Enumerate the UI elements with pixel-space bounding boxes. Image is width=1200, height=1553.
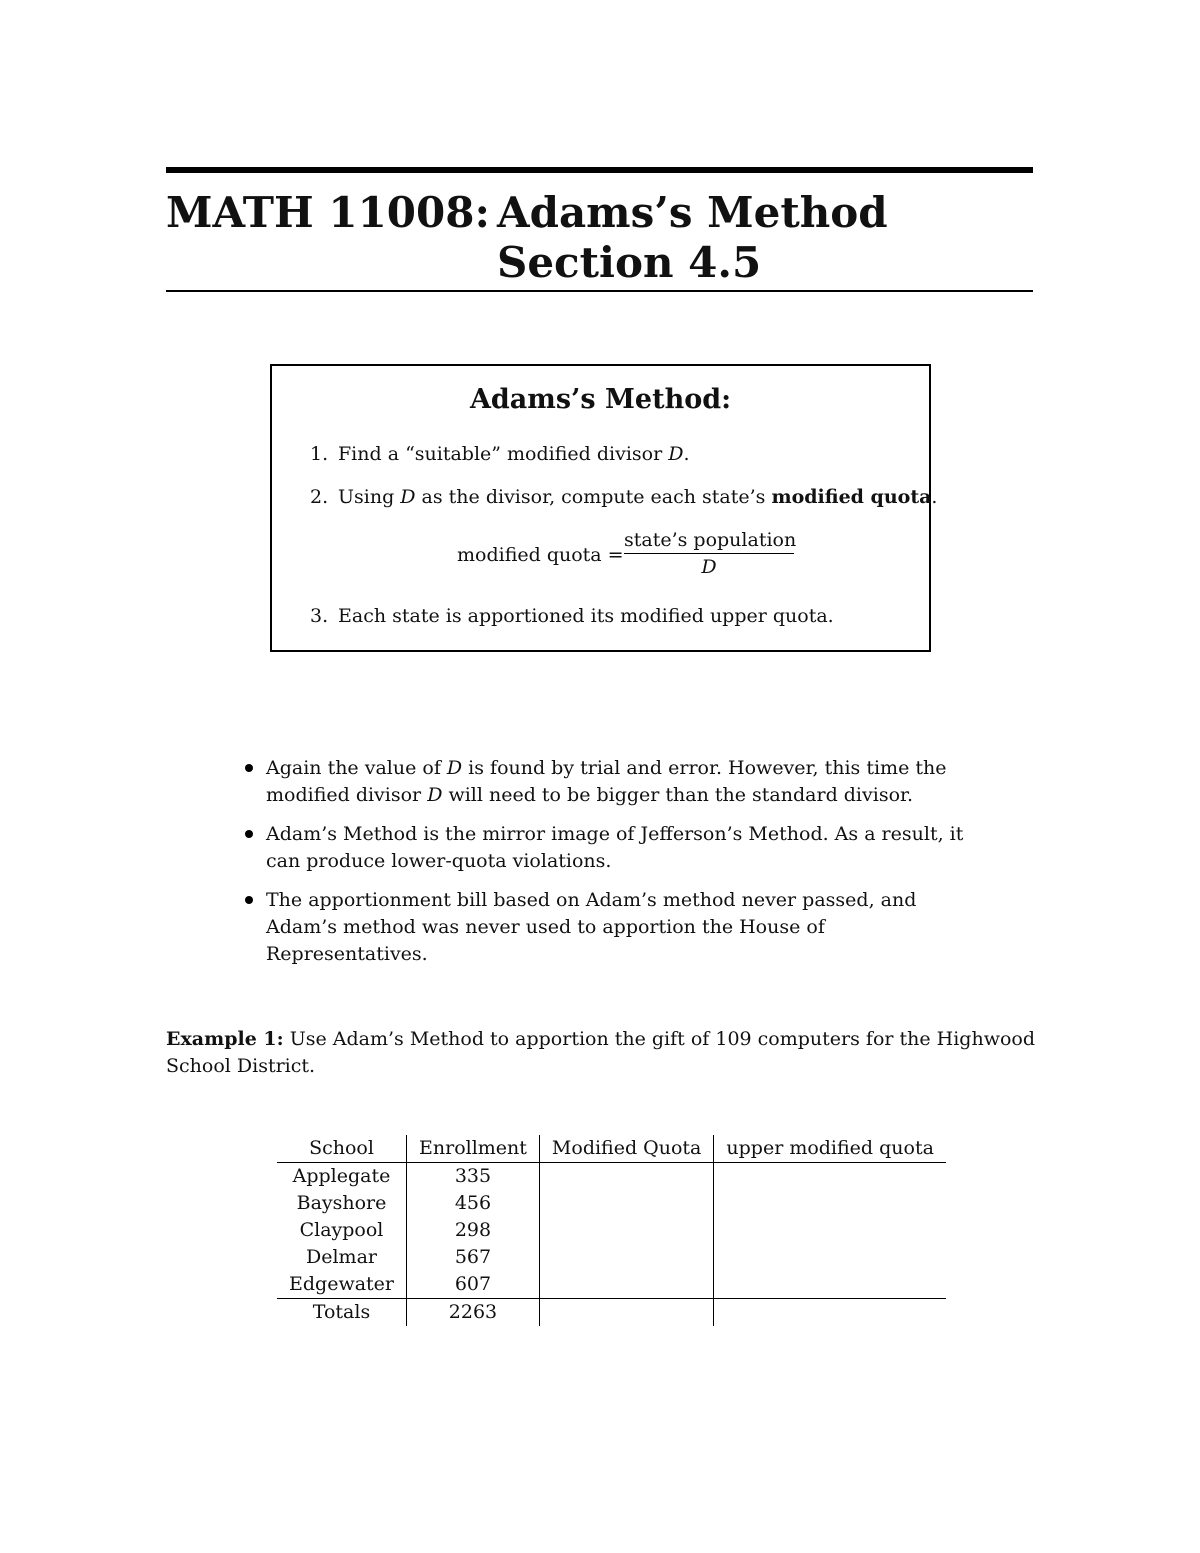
modified-quota-cell (539, 1217, 713, 1244)
enrollment-value: 567 (407, 1244, 540, 1271)
divisor-variable: D (668, 443, 684, 465)
divisor-variable: D (427, 784, 443, 806)
note-item: Again the value of D is found by trial and error. However, this time the modified divisor D will need to be bigger than the standard divisor. (244, 755, 984, 809)
table-row (277, 1217, 946, 1244)
table-row (277, 1271, 946, 1299)
enrollment-value: 335 (407, 1163, 540, 1191)
table-row (277, 1190, 946, 1217)
step-text: Each state is apportioned its modified upper quota. (338, 605, 834, 627)
header-bottom-rule (166, 290, 1033, 292)
modified-quota-cell (539, 1299, 713, 1327)
table-row (277, 1244, 946, 1271)
header-modified-quota: Modified Quota (539, 1135, 713, 1163)
section-title: Section 4.5 (497, 238, 762, 287)
note-item: The apportionment bill based on Adam’s method never passed, and Adam’s method was never used to apportion the House of Representatives. (244, 887, 984, 968)
modified-quota-cell (539, 1163, 713, 1191)
header-upper-modified-quota: upper modified quota (714, 1135, 946, 1163)
notes-list (244, 755, 984, 980)
note-item: Adam’s Method is the mirror image of Jefferson’s Method. As a result, it can produce lower-quota violations. (244, 821, 984, 875)
example-prompt (166, 1026, 1036, 1080)
step-punct: . (683, 443, 690, 465)
upper-modified-quota-cell (714, 1299, 946, 1327)
enrollment-value: 607 (407, 1271, 540, 1299)
modified-quota-cell (539, 1244, 713, 1271)
upper-modified-quota-cell (714, 1271, 946, 1299)
bullet-icon (245, 764, 253, 772)
step-punct: . (931, 486, 938, 508)
bullet-icon (245, 830, 253, 838)
formula-denominator: D (701, 556, 717, 578)
school-name: Applegate (292, 1165, 391, 1187)
bullet-icon (245, 896, 253, 904)
upper-modified-quota-cell (714, 1190, 946, 1217)
step-number: 1. (310, 443, 329, 465)
example-label: Example 1: (166, 1028, 284, 1050)
divisor-variable: D (400, 486, 416, 508)
topic-title: Adams’s Method (497, 188, 888, 237)
formula-lhs: modified quota = (457, 544, 624, 566)
school-name: Edgewater (289, 1273, 394, 1295)
enrollment-value: 456 (407, 1190, 540, 1217)
method-definition-box (270, 364, 938, 652)
example-text: Use Adam’s Method to apportion the gift of 109 computers for the Highwood School District. (166, 1028, 1036, 1077)
step-number: 3. (310, 605, 329, 627)
header-school: School (277, 1135, 407, 1163)
modified-quota-cell (539, 1190, 713, 1217)
step-text: Find a “suitable” modified divisor (338, 443, 669, 465)
method-step-1 (310, 443, 690, 465)
header-enrollment: Enrollment (407, 1135, 540, 1163)
formula-fraction (624, 529, 797, 578)
school-name: Delmar (306, 1246, 377, 1268)
method-step-2 (310, 486, 937, 508)
totals-label: Totals (277, 1299, 407, 1327)
divisor-variable: D (446, 757, 463, 779)
modified-quota-term: modified quota (771, 486, 932, 508)
step-text: Using (338, 486, 401, 508)
table-header-row (277, 1135, 946, 1163)
school-name: Bayshore (296, 1192, 387, 1214)
formula-numerator: state’s population (624, 529, 794, 554)
school-name: Claypool (299, 1219, 384, 1241)
upper-modified-quota-cell (714, 1244, 946, 1271)
totals-enrollment: 2263 (407, 1299, 540, 1327)
header-top-rule (166, 167, 1033, 173)
method-step-3 (310, 605, 834, 627)
enrollment-value: 298 (407, 1217, 540, 1244)
modified-quota-cell (539, 1271, 713, 1299)
table-row (277, 1163, 946, 1191)
step-number: 2. (310, 486, 329, 508)
enrollment-table (277, 1135, 946, 1326)
course-title: MATH 11008: (166, 188, 490, 237)
method-box-heading: Adams’s Method: (469, 384, 732, 415)
step-text: as the divisor, compute each state’s (415, 486, 772, 508)
totals-row (277, 1299, 946, 1327)
upper-modified-quota-cell (714, 1163, 946, 1191)
upper-modified-quota-cell (714, 1217, 946, 1244)
